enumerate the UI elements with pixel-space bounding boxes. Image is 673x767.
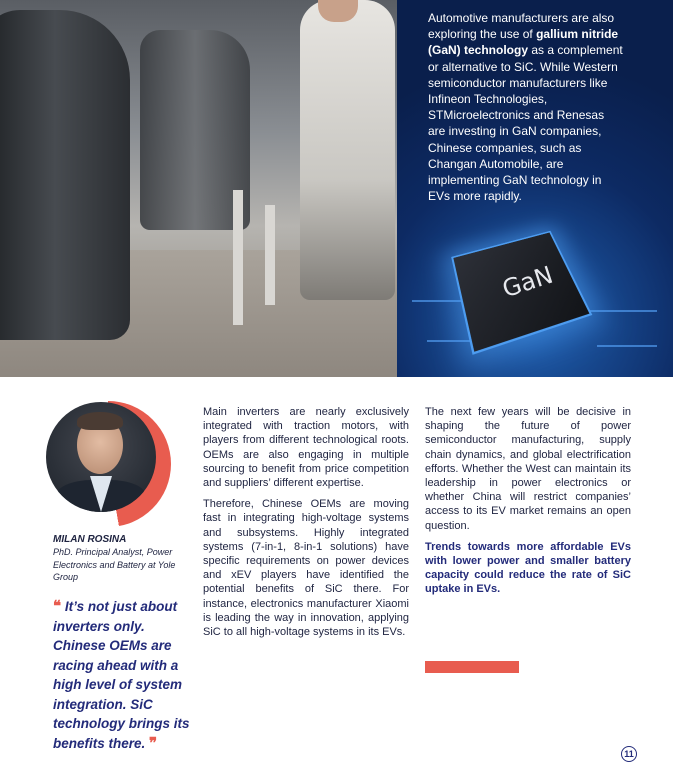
article-column-1 — [203, 405, 409, 646]
factory-photo — [0, 0, 397, 377]
photo-car-body — [0, 10, 130, 340]
paragraph: Main inverters are nearly exclusively integrated with traction motors, with players from different technological roots. OEMs are also engaging in multiple sourcing to benefit from price competition and suppliers’ different expertise. — [203, 406, 409, 490]
pull-quote — [53, 597, 198, 753]
close-quote-icon: ❞ — [149, 734, 158, 752]
avatar — [46, 402, 156, 512]
paragraph: The next few years will be decisive in shaping the future of power semiconductor manufacturing, supply chain dynamics, and global electrification efforts. Whether the West can maintain its leadership in power electronics or whether China will restrict companies’ access to its EV market remains an open question. — [425, 406, 631, 532]
author-name: MILAN ROSINA — [53, 534, 127, 545]
circuit-trace — [587, 310, 657, 312]
gan-chip-label: GaN — [498, 260, 557, 304]
article-column-2 — [425, 405, 631, 604]
accent-bar — [425, 661, 519, 673]
page-number: 11 — [621, 746, 637, 762]
emphasis-paragraph: Trends towards more affordable EVs with lower power and smaller battery capacity could reduce the rate of SiC uptake in EVs. — [425, 540, 631, 596]
avatar-hair — [77, 412, 123, 430]
circuit-trace — [597, 345, 657, 347]
gan-info-highlight: gallium nitride (GaN) technology — [428, 27, 619, 58]
open-quote-icon: ❝ — [53, 598, 62, 615]
author-role: PhD. Principal Analyst, Power Electronics and Battery at Yole Group — [53, 547, 176, 582]
paragraph: Therefore, Chinese OEMs are moving fast in integrating high-voltage systems and subsystems. Highly integrated systems (7-in-1, 8-in-1 solutions) have specific requirements on power devices and xEV players have identified the potential benefits of SiC there. For instance, electronics manufacturer Xiaomi is leading the way in innovation, applying SiC to all high-voltage systems in its EVs. — [203, 498, 409, 639]
gan-info-body: as a complement or alternative to SiC. While Western semiconductor manufacturers like Infineon Technologies, STMicroelectronics and Renesas are investing in GaN companies, Chinese companies, such as Changan Automobile, are implementing GaN technology in EVs more rapidly. — [428, 43, 623, 204]
photo-stand — [233, 190, 243, 325]
hero-section — [0, 0, 673, 377]
photo-stand — [265, 205, 275, 305]
pull-quote-text: It’s not just about inverters only. Chinese OEMs are racing ahead with a high level of system integration. SiC technology brings its benefits there. — [53, 599, 190, 751]
gan-info-intro: Automotive manufacturers are also exploring the use of — [428, 11, 615, 42]
photo-worker — [300, 0, 395, 300]
gan-info-text — [428, 10, 624, 204]
